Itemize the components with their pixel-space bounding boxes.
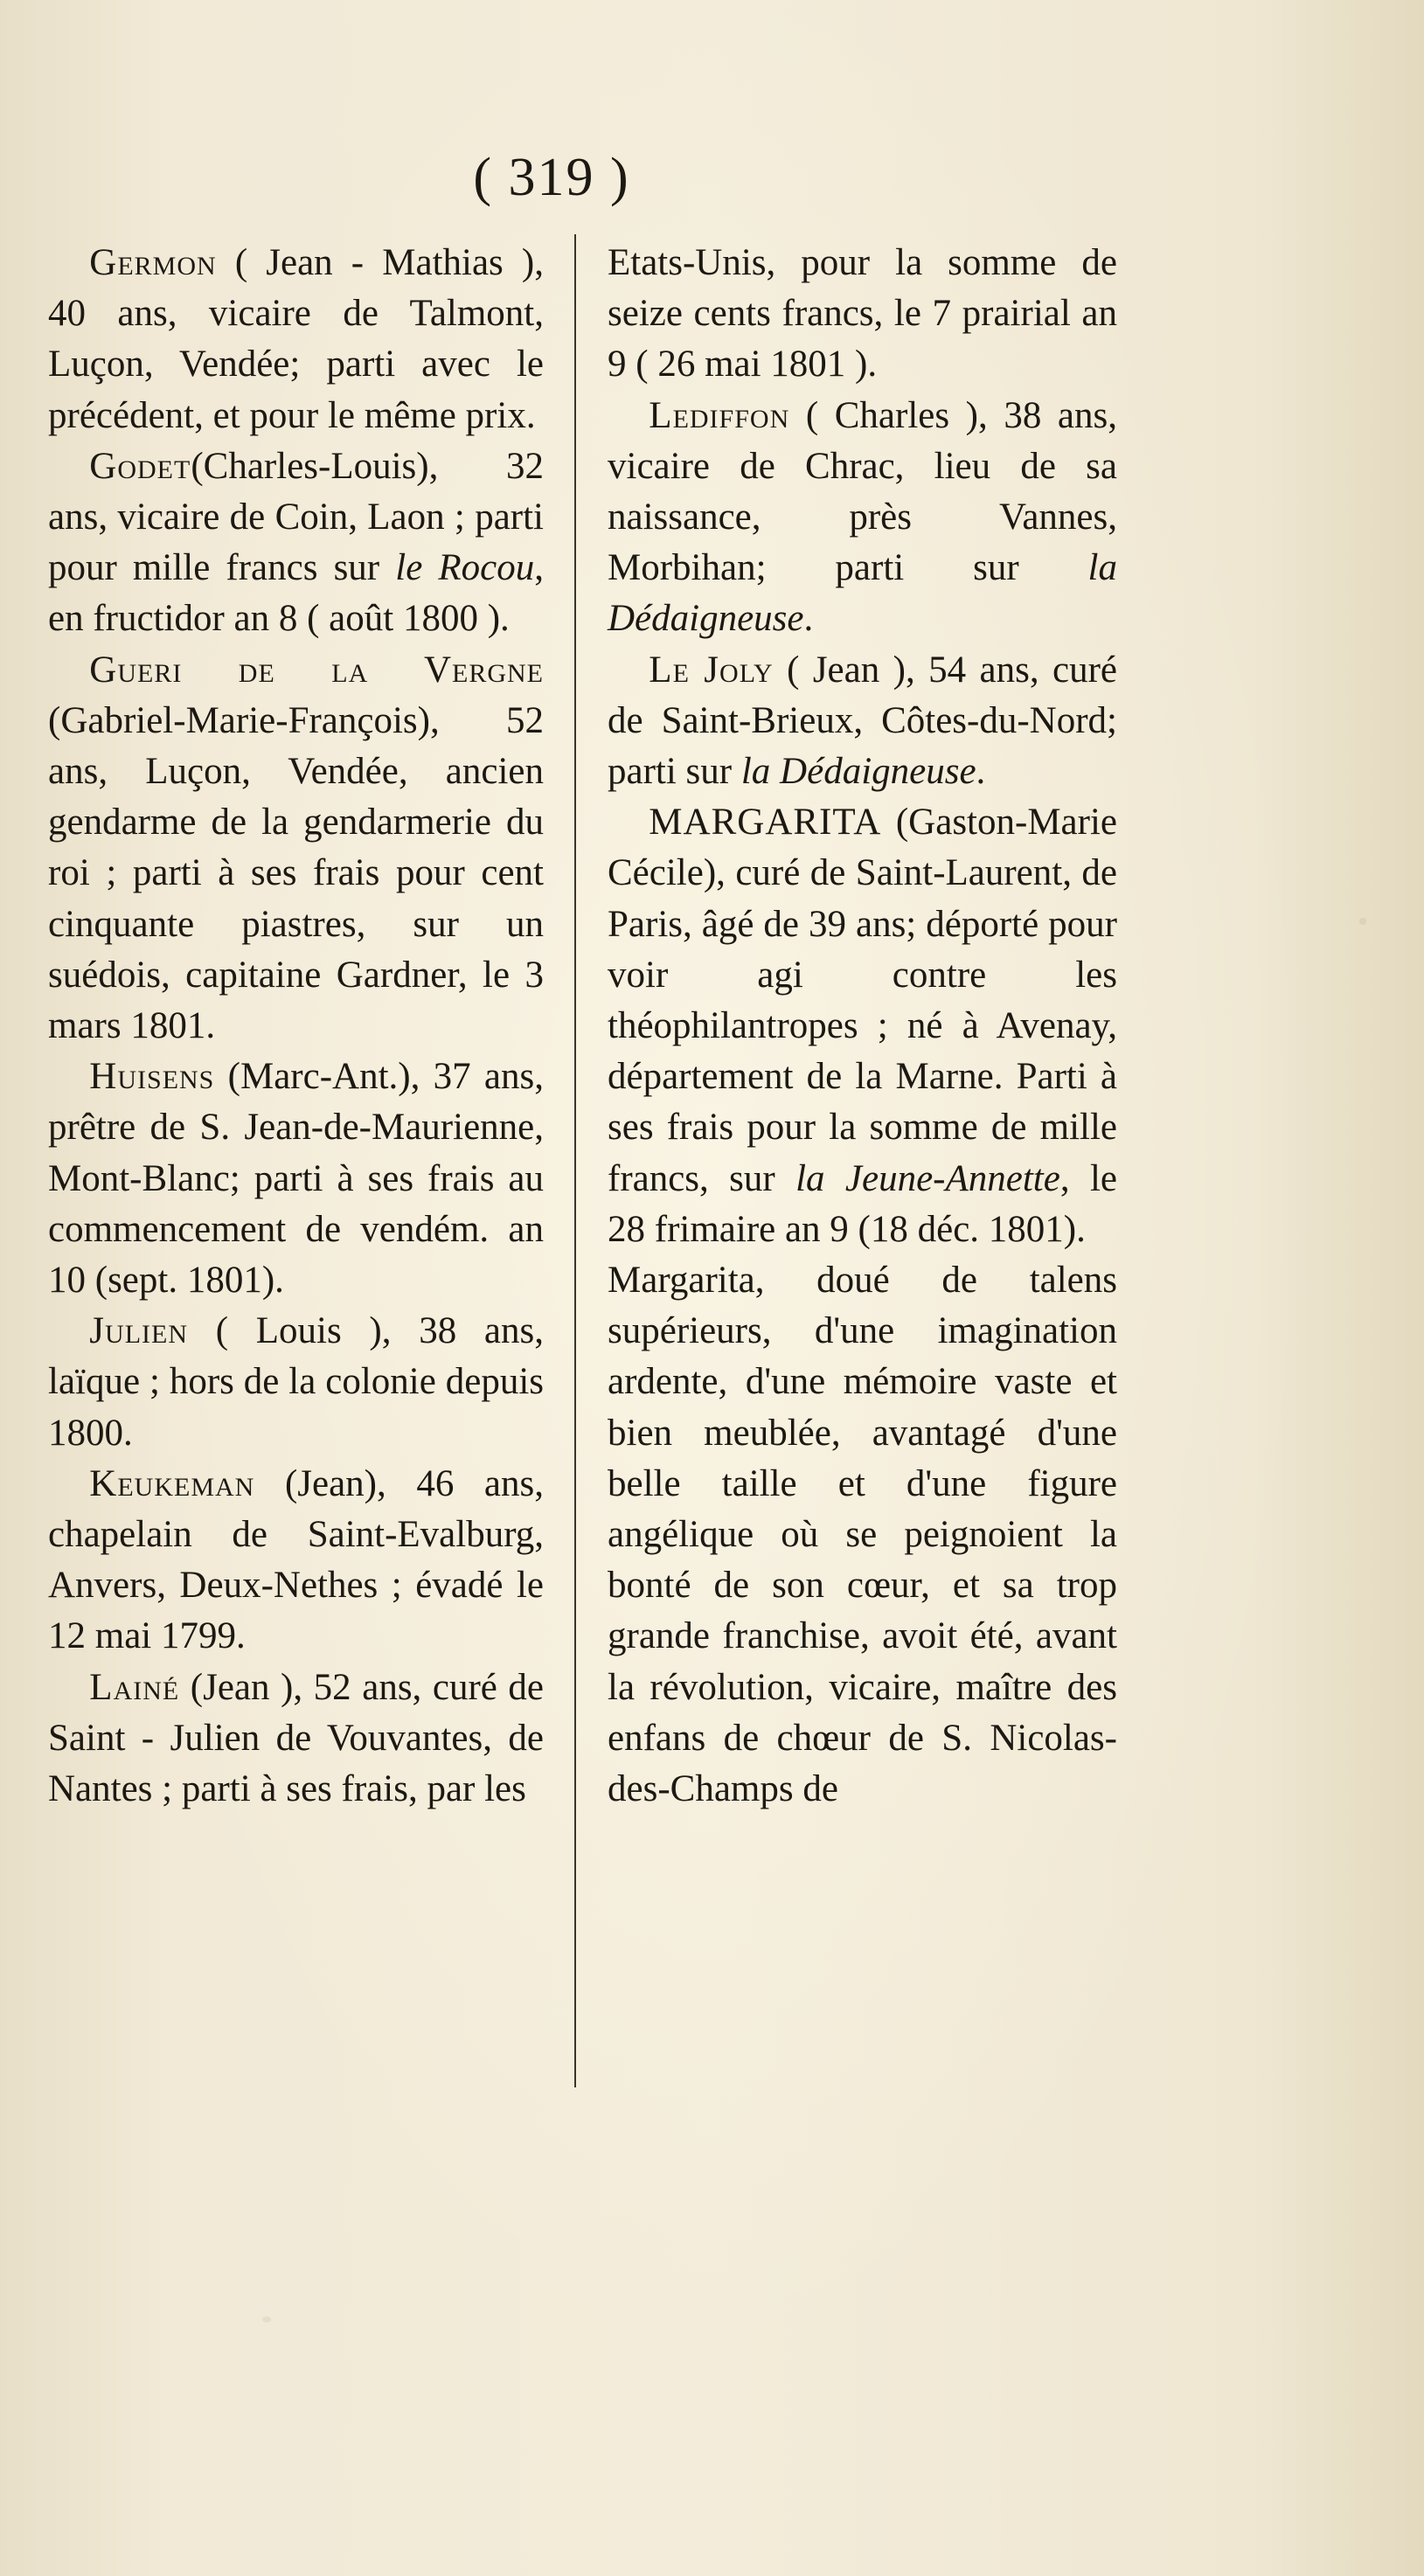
entry-name: Lainé xyxy=(89,1666,180,1708)
entry-julien xyxy=(48,1306,544,1459)
entry-continuation xyxy=(608,238,1117,391)
entry-lediffon xyxy=(608,391,1117,645)
entry-text: Etats-Unis, pour la somme de seize cents francs, le 7 prairial an 9 ( 26 mai 1801 ). xyxy=(608,242,1117,385)
entry-text: (Gabriel-Marie-François), 52 ans, Luçon, Vendée, ancien gendarme de la gendarmerie du roi ; parti à ses frais pour cent cinquante piastres, sur un suédois, capitaine Gardner, le 3 mars 1801. xyxy=(48,699,544,1047)
ship-name: la Dédaigneuse xyxy=(740,751,976,793)
right-column xyxy=(608,238,1117,1815)
entry-name: Huisens xyxy=(89,1056,215,1098)
entry-gueri-de-la-vergne xyxy=(48,645,544,1052)
entry-text: (Charles-Louis), 32 ans, vicaire de Coin, Laon ; parti pour mille francs sur xyxy=(48,445,544,589)
page-number: ( 319 ) xyxy=(473,148,630,207)
left-column xyxy=(48,238,544,1815)
entry-text-tail: , en fructidor an 8 ( août 1800 ). xyxy=(48,547,544,640)
paper-stain xyxy=(1359,918,1366,925)
entry-keukeman xyxy=(48,1459,544,1663)
entry-margarita xyxy=(608,797,1117,1255)
entry-name: Julien xyxy=(89,1310,189,1352)
entry-huisens xyxy=(48,1052,544,1306)
entry-text: (Marc-Ant.), 37 ans, prêtre de S. Jean-de-Maurienne, Mont-Blanc; parti à ses frais au commencement de vendém. an 10 (sept. 1801). xyxy=(48,1056,544,1302)
entry-germon xyxy=(48,238,544,441)
entry-le-joly xyxy=(608,645,1117,798)
biography-paragraph xyxy=(608,1255,1117,1815)
entry-name: Le Joly xyxy=(649,649,774,691)
entry-name: Godet xyxy=(89,445,191,487)
entry-name: Germon xyxy=(89,242,217,283)
entry-name: Keukeman xyxy=(89,1462,255,1504)
entry-text: (Gaston-Marie Cécile), curé de Saint-Laurent, de Paris, âgé de 39 ans; déporté pour voir agi contre les théophilantropes ; né à Avenay, département de la Marne. Parti à ses frais pour la somme de mille francs, sur xyxy=(608,802,1117,1199)
ship-name: la Jeune-Annette xyxy=(795,1157,1060,1199)
entry-name: MARGARITA xyxy=(649,802,882,844)
entry-text: ( Jean ), 54 ans, curé de Saint-Brieux, Côtes-du-Nord; parti sur xyxy=(608,649,1117,793)
entry-text: ( Charles ), 38 ans, vicaire de Chrac, lieu de sa naissance, près Vannes, Morbihan; parti sur xyxy=(608,394,1117,589)
entry-text: (Jean ), 52 ans, curé de Saint - Julien de Vouvantes, de Nantes ; parti à ses frais, par les xyxy=(48,1666,544,1810)
entry-text: ( Louis ), 38 ans, laïque ; hors de la colonie depuis 1800. xyxy=(48,1310,544,1454)
entry-text: ( Jean - Mathias ), 40 ans, vicaire de Talmont, Luçon, Vendée; parti avec le précédent, et pour le même prix. xyxy=(48,242,544,436)
entry-laine xyxy=(48,1663,544,1816)
ship-name: le Rocou xyxy=(395,547,535,589)
entry-text-tail: . xyxy=(976,751,986,793)
entry-text: (Jean), 46 ans, chapelain de Saint-Evalburg, Anvers, Deux-Nethes ; évadé le 12 mai 1799. xyxy=(48,1462,544,1657)
entry-text-tail: , le 28 frimaire an 9 (18 déc. 1801). xyxy=(608,1157,1117,1250)
entry-godet xyxy=(48,441,544,645)
ship-name: la Dédaigneuse xyxy=(608,547,1117,640)
entry-text: Margarita, doué de talens supérieurs, d'une imagination ardente, d'une mémoire vaste et bien meublée, avantagé d'une belle taille et d'une figure angélique où se peignoient la bonté de son cœur, et sa trop grande franchise, avoit été, avant la révolution, vicaire, maître des enfans de chœur de S. Nicolas-des-Champs de xyxy=(608,1260,1117,1810)
entry-text-tail: . xyxy=(803,598,814,640)
paper-stain xyxy=(262,2316,271,2323)
column-divider xyxy=(574,234,576,2087)
entry-name: Lediffon xyxy=(649,394,790,436)
entry-name: Gueri de la Vergne xyxy=(89,649,544,691)
